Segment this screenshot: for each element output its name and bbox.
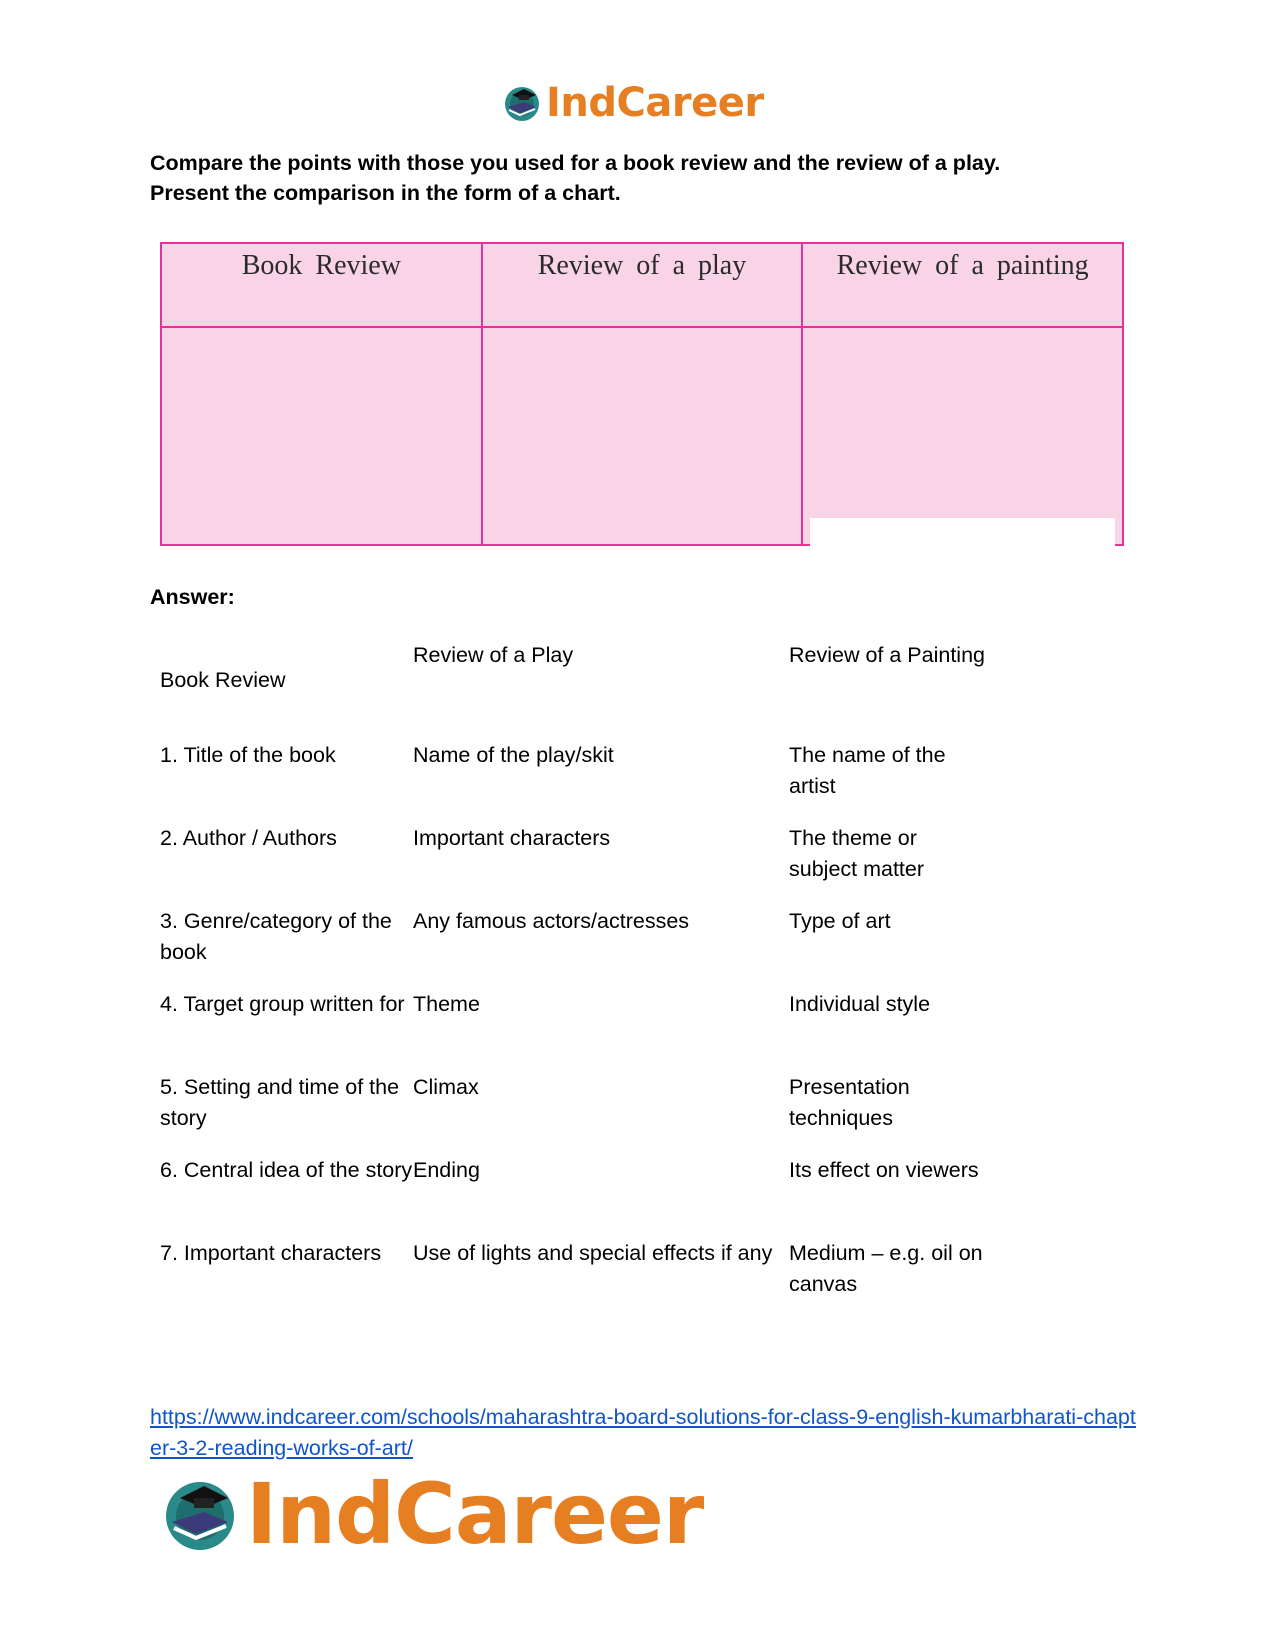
question-line-2: Present the comparison in the form of a chart. xyxy=(150,181,621,205)
table-row xyxy=(160,1072,1060,1134)
table-cell: Medium – e.g. oil on canvas xyxy=(789,1241,983,1296)
graduation-book-globe-icon xyxy=(160,1474,240,1554)
table-cell: Ending xyxy=(413,1158,480,1182)
answer-header-review-play: Review of a Play xyxy=(413,643,574,667)
table-cell: 5. Setting and time of the story xyxy=(160,1075,400,1130)
table-row xyxy=(160,906,1060,968)
answer-header-review-painting: Review of a Painting xyxy=(789,643,985,667)
chart-cell-empty xyxy=(161,327,482,545)
table-cell: 3. Genre/category of the book xyxy=(160,909,392,964)
indcareer-logo-top xyxy=(502,80,764,126)
table-cell: Any famous actors/actresses xyxy=(413,909,690,933)
table-row xyxy=(160,740,1060,802)
table-cell: 4. Target group written for xyxy=(160,992,405,1016)
logo-text: IndCareer xyxy=(546,80,764,126)
table-cell: Theme xyxy=(413,992,480,1016)
table-cell: The theme or subject matter xyxy=(789,826,925,881)
table-cell: Individual style xyxy=(789,992,931,1016)
source-link[interactable] xyxy=(150,1402,1140,1464)
table-cell: Type of art xyxy=(789,909,891,933)
logo-text: IndCareer xyxy=(246,1465,704,1563)
chart-cell-empty xyxy=(482,327,803,545)
chart-header-review-painting: Review of a painting xyxy=(802,243,1123,327)
table-cell: Name of the play/skit xyxy=(413,743,614,767)
table-row xyxy=(160,1155,1060,1217)
answer-header-book-review: Book Review xyxy=(160,668,286,692)
chart-cell-empty xyxy=(802,327,1123,545)
table-cell: Climax xyxy=(413,1075,479,1099)
table-cell: Important characters xyxy=(413,826,611,850)
table-cell: Its effect on viewers xyxy=(789,1158,979,1182)
table-cell: 7. Important characters xyxy=(160,1241,382,1265)
table-cell: The name of the artist xyxy=(789,743,946,798)
question-line-1: Compare the points with those you used for a book review and the review of a play. xyxy=(150,151,1001,175)
table-row xyxy=(160,1238,1060,1300)
answer-label: Answer: xyxy=(150,585,235,609)
comparison-chart-blank xyxy=(160,242,1124,546)
table-cell: Presentation techniques xyxy=(789,1075,910,1130)
table-cell: 6. Central idea of the story xyxy=(160,1158,413,1182)
chart-header-review-play: Review of a play xyxy=(482,243,803,327)
table-cell: Use of lights and special effects if any xyxy=(413,1241,773,1265)
image-crop-mask xyxy=(810,518,1115,548)
chart-header-book-review: Book Review xyxy=(161,243,482,327)
graduation-book-globe-icon xyxy=(502,83,542,123)
answer-table-header xyxy=(160,640,1060,740)
source-link-anchor[interactable]: https://www.indcareer.com/schools/maharashtra-board-solutions-for-class-9-english-kumarbharati-chapter-3-2-reading-works-of-art/ xyxy=(150,1405,1136,1460)
table-row xyxy=(160,823,1060,885)
table-row xyxy=(160,989,1060,1051)
answer-table xyxy=(160,640,1060,1321)
indcareer-logo-bottom xyxy=(160,1465,703,1563)
table-cell: 1. Title of the book xyxy=(160,743,336,767)
question-text xyxy=(150,148,1150,208)
table-cell: 2. Author / Authors xyxy=(160,826,337,850)
